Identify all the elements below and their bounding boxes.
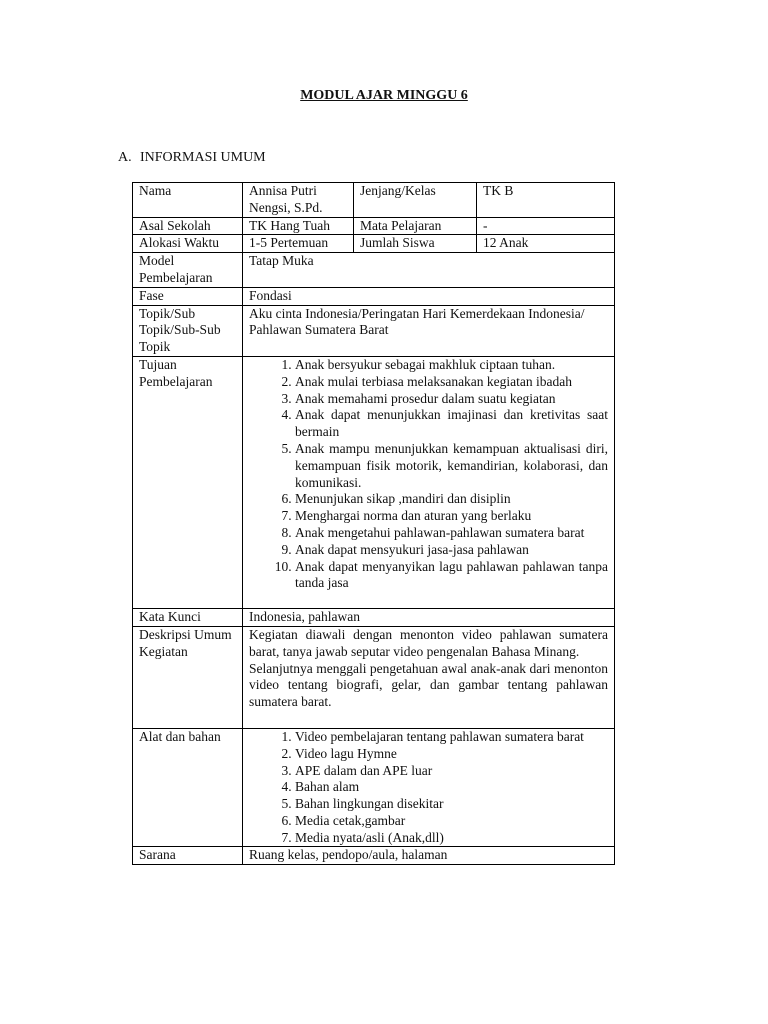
list-item: 1. Anak bersyukur sebagai makhluk ciptaan tuhan.	[295, 357, 608, 374]
alokasi-value: 1-5 Pertemuan	[243, 235, 354, 253]
list-item: 6. Media cetak,gambar	[295, 813, 608, 830]
deskripsi-label: Deskripsi Umum Kegiatan	[133, 626, 243, 728]
mapel-label: Mata Pelajaran	[354, 217, 477, 235]
spacer	[249, 711, 608, 728]
tujuan-cell	[243, 356, 615, 608]
list-item: 5. Bahan lingkungan disekitar	[295, 796, 608, 813]
list-item: 5. Anak mampu menunjukkan kemampuan aktualisasi diri, kemampuan fisik motorik, kemandirian, kolaborasi, dan komunikasi.	[295, 441, 608, 491]
section-letter: A.	[118, 150, 132, 165]
fase-value: Fondasi	[243, 287, 615, 305]
topik-value: Aku cinta Indonesia/Peringatan Hari Kemerdekaan Indonesia/ Pahlawan Sumatera Barat	[243, 305, 615, 356]
sarana-label: Sarana	[133, 847, 243, 865]
table-row	[133, 847, 615, 865]
table-row	[133, 626, 615, 728]
deskripsi-paragraph: Selanjutnya menggali pengetahuan awal anak-anak dari menonton video tentang biografi, gelar, dan gambar tentang pahlawan sumatera barat.	[249, 660, 608, 710]
model-value: Tatap Muka	[243, 253, 615, 288]
list-item: 1. Video pembelajaran tentang pahlawan sumatera barat	[295, 729, 608, 746]
document-title: MODUL AJAR MINGGU 6	[300, 88, 468, 103]
table-row	[133, 253, 615, 288]
table-row	[133, 305, 615, 356]
alat-label: Alat dan bahan	[133, 728, 243, 847]
table-row	[133, 356, 615, 608]
table-row	[133, 183, 615, 218]
sarana-value: Ruang kelas, pendopo/aula, halaman	[243, 847, 615, 865]
mapel-value: -	[477, 217, 615, 235]
model-label: Model Pembelajaran	[133, 253, 243, 288]
section-label: INFORMASI UMUM	[140, 150, 266, 165]
list-item: 2. Anak mulai terbiasa melaksanakan kegiatan ibadah	[295, 374, 608, 391]
kata-value: Indonesia, pahlawan	[243, 609, 615, 627]
alat-list	[249, 729, 608, 847]
list-item: 2. Video lagu Hymne	[295, 746, 608, 763]
list-item: 3. APE dalam dan APE luar	[295, 763, 608, 780]
table-row	[133, 235, 615, 253]
list-item: 3. Anak memahami prosedur dalam suatu kegiatan	[295, 391, 608, 408]
list-item: 7. Media nyata/asli (Anak,dll)	[295, 830, 608, 847]
tujuan-list	[249, 357, 608, 608]
list-item: 4. Bahan alam	[295, 779, 608, 796]
alat-cell	[243, 728, 615, 847]
fase-label: Fase	[133, 287, 243, 305]
jumlah-label: Jumlah Siswa	[354, 235, 477, 253]
info-table	[132, 182, 615, 865]
nama-value: Annisa Putri Nengsi, S.Pd.	[243, 183, 354, 218]
table-row	[133, 609, 615, 627]
deskripsi-cell	[243, 626, 615, 728]
section-heading	[118, 150, 266, 166]
asal-label: Asal Sekolah	[133, 217, 243, 235]
nama-label: Nama	[133, 183, 243, 218]
jenjang-label: Jenjang/Kelas	[354, 183, 477, 218]
list-item: 9. Anak dapat mensyukuri jasa-jasa pahlawan	[295, 542, 608, 559]
table-row	[133, 728, 615, 847]
kata-label: Kata Kunci	[133, 609, 243, 627]
alokasi-label: Alokasi Waktu	[133, 235, 243, 253]
jenjang-value: TK B	[477, 183, 615, 218]
table-row	[133, 217, 615, 235]
tujuan-label: Tujuan Pembelajaran	[133, 356, 243, 608]
list-item: 4. Anak dapat menunjukkan imajinasi dan kretivitas saat bermain	[295, 407, 608, 441]
deskripsi-paragraph: Kegiatan diawali dengan menonton video pahlawan sumatera barat, tanya jawab seputar video pengenalan Bahasa Minang.	[249, 626, 608, 659]
list-item: 10. Anak dapat menyanyikan lagu pahlawan pahlawan tanpa tanda jasa	[295, 559, 608, 593]
table-row	[133, 287, 615, 305]
list-item: 6. Menunjukan sikap ,mandiri dan disiplin	[295, 491, 608, 508]
list-item: 7. Menghargai norma dan aturan yang berlaku	[295, 508, 608, 525]
topik-label: Topik/Sub Topik/Sub-Sub Topik	[133, 305, 243, 356]
list-item: 8. Anak mengetahui pahlawan-pahlawan sumatera barat	[295, 525, 608, 542]
asal-value: TK Hang Tuah	[243, 217, 354, 235]
jumlah-value: 12 Anak	[477, 235, 615, 253]
